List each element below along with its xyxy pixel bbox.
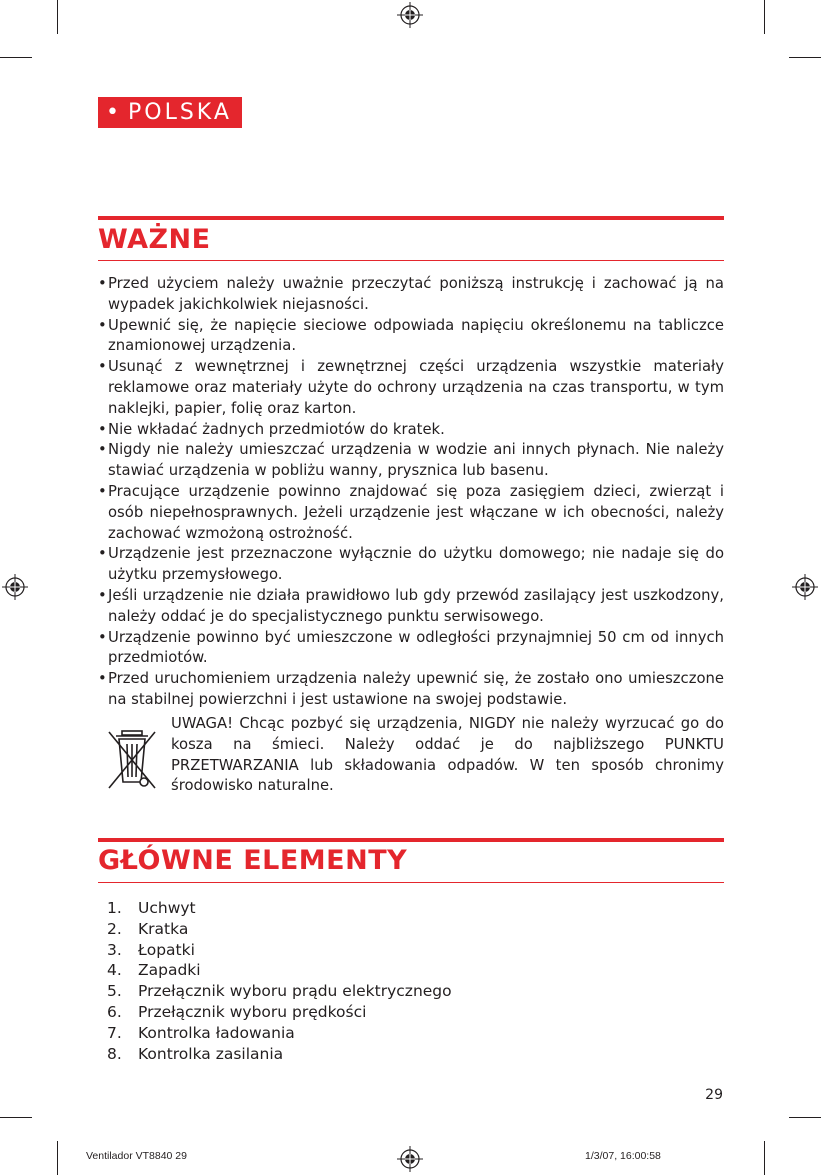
list-item-number: 8.: [107, 1044, 122, 1063]
registration-mark-icon: [792, 574, 818, 600]
list-item: • Przed użyciem należy uważnie przeczytać poniższą instrukcję i zachować ją na wypadek jakichkolwiek niejasności.: [98, 274, 724, 316]
crop-mark: [57, 1141, 58, 1175]
list-item: • Usunąć z wewnętrznej i zewnętrznej części urządzenia wszystkie materiały reklamowe oraz materiały użyte do ochrony urządzenia na czas transportu, w tym naklejki, papier, folię oraz karton.: [98, 357, 724, 419]
section-underline: [98, 882, 724, 883]
list-item-label: Zapadki: [138, 961, 201, 980]
page-number: 29: [705, 1087, 723, 1103]
list-item-number: 1.: [107, 899, 122, 917]
disposal-warning-text: UWAGA! Chcąc pozbyć się urządzenia, NIGDY nie należy wyrzucać go do kosza na śmieci. Należy oddać je do najbliższego PUNKTU PRZETWARZANIA lub składowania odpadów. W ten sposób chronimy środowisko naturalne.: [171, 715, 724, 795]
list-item: • Urządzenie jest przeznaczone wyłącznie do użytku domowego; nie nadaje się do użytku przemysłowego.: [98, 544, 724, 586]
crop-mark: [0, 1117, 32, 1118]
list-item-label: Uchwyt: [138, 899, 196, 917]
list-item: [98, 1044, 598, 1065]
list-item-label: Przełącznik wyboru prądu elektrycznego: [138, 982, 452, 1001]
list-item-label: Przełącznik wyboru prędkości: [138, 1002, 367, 1021]
list-item: • Nie wkładać żadnych przedmiotów do kratek.: [98, 420, 724, 441]
footer-left: Ventilador VT8840 29: [86, 1150, 187, 1162]
list-item: • Pracujące urządzenie powinno znajdować się poza zasięgiem dzieci, zwierząt i osób niepełnosprawnych. Jeżeli urządzenie jest włączane w ich obecności, należy zachować wzmożoną ostrożność.: [98, 482, 724, 544]
language-tab: [98, 97, 242, 128]
list-item: [98, 960, 598, 981]
list-item-label: Kontrolka ładowania: [138, 1023, 295, 1042]
section-underline: [98, 260, 724, 261]
list-item-label: Kontrolka zasilania: [138, 1044, 284, 1063]
list-item: [98, 919, 598, 940]
section-divider: [98, 216, 724, 220]
main-parts-list: [98, 898, 598, 1064]
list-item: [98, 898, 598, 919]
language-tab-bullet: •: [106, 100, 122, 125]
section-divider: [98, 838, 724, 842]
list-item: • Nigdy nie należy umieszczać urządzenia w wodzie ani innych płynach. Nie należy stawiać urządzenia w pobliżu wanny, prysznica lub basenu.: [98, 440, 724, 482]
list-item-number: 5.: [107, 982, 122, 1001]
registration-mark-icon: [2, 574, 28, 600]
list-item: [98, 1023, 598, 1044]
list-item-number: 6.: [107, 1002, 122, 1021]
registration-mark-icon: [397, 1146, 423, 1172]
list-item-number: 2.: [107, 919, 122, 938]
list-item-number: 7.: [107, 1023, 122, 1042]
disposal-warning: [98, 714, 724, 800]
crossed-out-bin-icon: [106, 728, 158, 790]
main-parts-title: GŁÓWNE ELEMENTY: [98, 845, 408, 876]
list-item: [98, 940, 598, 961]
list-item-number: 3.: [107, 940, 122, 959]
footer-right: 1/3/07, 16:00:58: [585, 1150, 661, 1162]
list-item-number: 4.: [107, 961, 122, 980]
language-tab-label: POLSKA: [127, 100, 232, 125]
crop-mark: [789, 1117, 821, 1118]
crop-mark: [789, 57, 821, 58]
list-item: [98, 1002, 598, 1023]
registration-mark-icon: [397, 2, 423, 28]
list-item: [98, 981, 598, 1002]
list-item-label: Łopatki: [138, 940, 195, 959]
important-title: WAŻNE: [98, 224, 211, 255]
list-item-label: Kratka: [138, 919, 189, 938]
list-item: • Przed uruchomieniem urządzenia należy upewnić się, że zostało ono umieszczone na stabilnej powierzchni i jest ustawione na swojej podstawie.: [98, 669, 724, 711]
crop-mark: [57, 0, 58, 34]
crop-mark: [764, 0, 765, 34]
list-item: • Jeśli urządzenie nie działa prawidłowo lub gdy przewód zasilający jest uszkodzony, należy oddać je do specjalistycznego punktu serwisowego.: [98, 586, 724, 628]
crop-mark: [0, 57, 32, 58]
important-list: [98, 274, 724, 711]
crop-mark: [764, 1141, 765, 1175]
list-item: • Upewnić się, że napięcie sieciowe odpowiada napięciu określonemu na tabliczce znamionowej urządzenia.: [98, 316, 724, 358]
list-item: • Urządzenie powinno być umieszczone w odległości przynajmniej 50 cm od innych przedmiotów.: [98, 628, 724, 670]
